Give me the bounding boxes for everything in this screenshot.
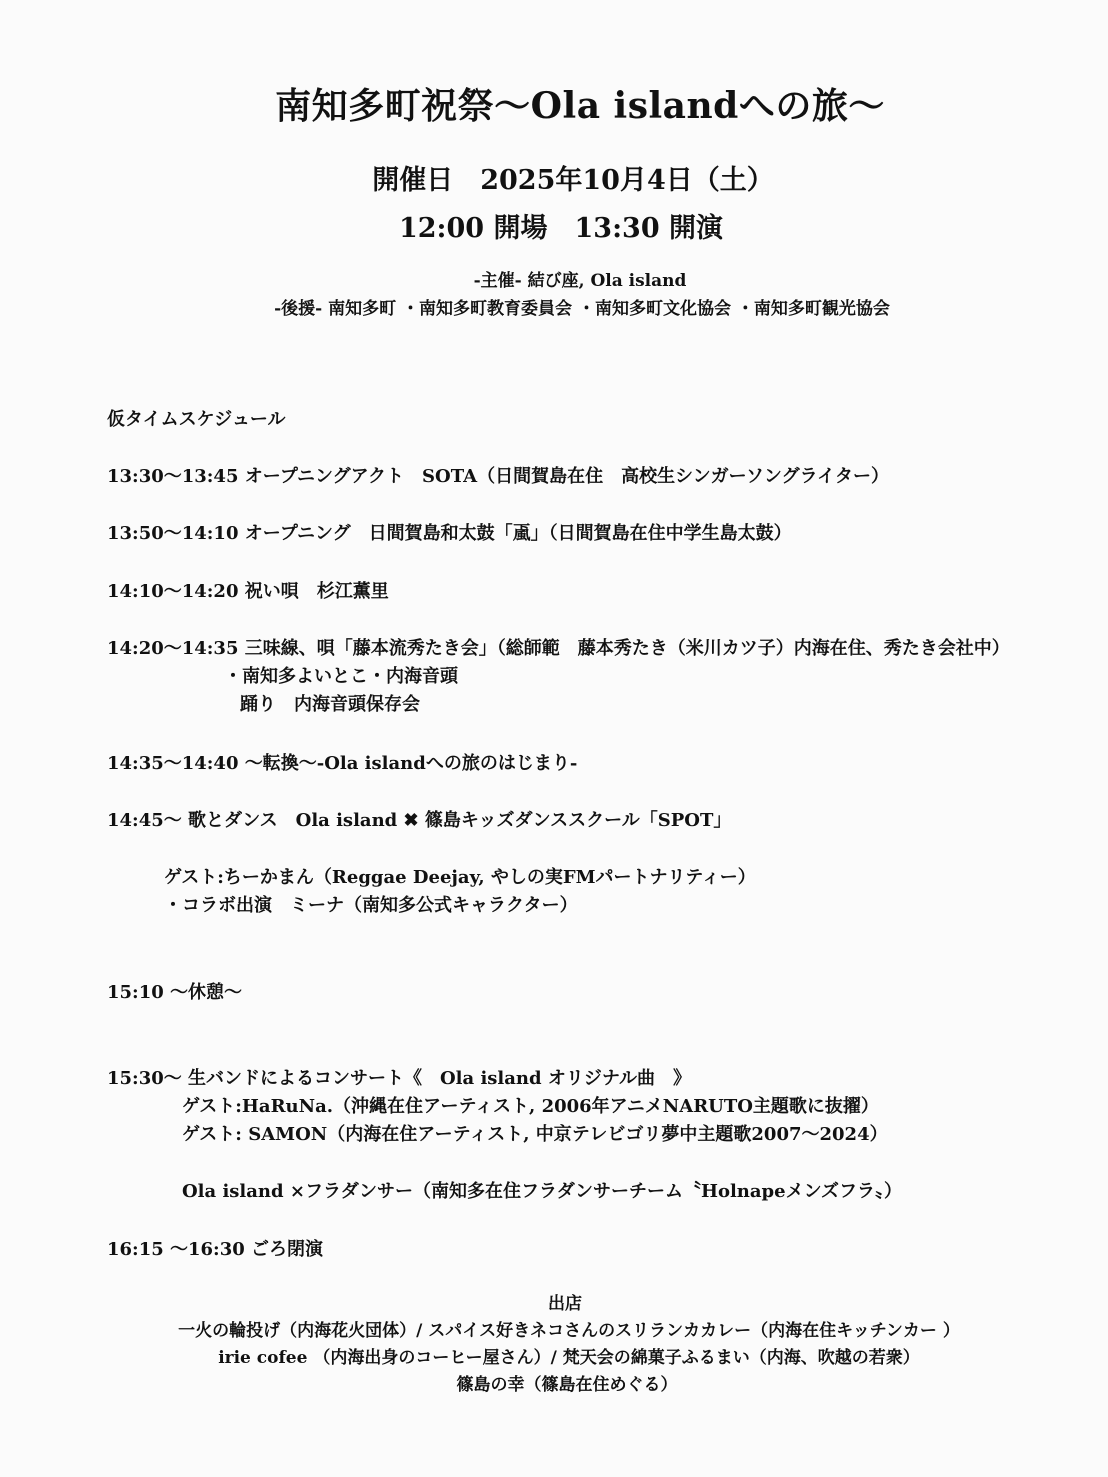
event-title: 南知多町祝祭〜Ola islandへの旅〜 bbox=[275, 85, 885, 127]
schedule-item: 16:15 〜16:30 ごろ閉演 bbox=[107, 1239, 324, 1260]
stall-item: 篠島の幸（篠島在住めぐる） bbox=[456, 1375, 678, 1395]
schedule-item: 14:35〜14:40 〜転換〜-Ola islandへの旅のはじまり- bbox=[107, 753, 578, 774]
organizer-line: -主催- 結び座, Ola island bbox=[473, 271, 687, 291]
schedule-subitem: ・コラボ出演 ミーナ（南知多公式キャラクター） bbox=[164, 895, 578, 916]
support-line: -後援- 南知多町 ・南知多町教育委員会 ・南知多町文化協会 ・南知多町観光協会 bbox=[274, 299, 890, 319]
schedule-subitem: ・南知多よいとこ・内海音頭 bbox=[224, 666, 458, 687]
schedule-item: 14:45〜 歌とダンス Ola island ✖ 篠島キッズダンススクール「SPOT」 bbox=[107, 810, 732, 831]
schedule-item: 14:20〜14:35 三味線、唄「藤本流秀たき会」（総師範 藤本秀たき（米川カツ子）内海在住、秀たき会社中） bbox=[107, 638, 1010, 659]
schedule-subitem: 踊り 内海音頭保存会 bbox=[240, 694, 420, 715]
schedule-item: 13:30〜13:45 オープニングアクト SOTA（日間賀島在住 高校生シンガーソングライター） bbox=[107, 466, 890, 487]
stall-item: 一火の輪投げ（内海花火団体）/ スパイス好きネコさんのスリランカカレー（内海在住キッチンカー ） bbox=[178, 1321, 960, 1341]
schedule-subitem: ゲスト:HaRuNa.（沖縄在住アーティスト, 2006年アニメNARUTO主題歌に抜擢） bbox=[182, 1096, 879, 1117]
schedule-subitem: ゲスト: SAMON（内海在住アーティスト, 中京テレビゴリ夢中主題歌2007〜2024） bbox=[182, 1124, 888, 1145]
stall-item: irie cofee （内海出身のコーヒー屋さん）/ 梵天会の綿菓子ふるまい（内海、吹越の若衆） bbox=[218, 1348, 920, 1368]
schedule-heading: 仮タイムスケジュール bbox=[107, 409, 286, 430]
schedule-item: 13:50〜14:10 オープニング 日間賀島和太鼓「颪」（日間賀島在住中学生島太鼓） bbox=[107, 523, 792, 544]
schedule-item: 14:10〜14:20 祝い唄 杉江薫里 bbox=[107, 581, 389, 602]
schedule-subitem: ゲスト:ちーかまん（Reggae Deejay, やしの実FMパートナリティー） bbox=[164, 867, 756, 888]
schedule-item: 15:30〜 生バンドによるコンサート《 Ola island オリジナル曲 》 bbox=[107, 1068, 691, 1089]
event-date: 開催日 2025年10月4日（土） bbox=[372, 165, 774, 196]
schedule-subitem: Ola island ×フラダンサー（南知多在住フラダンサーチーム〝Holnapeメンズフラ〟） bbox=[182, 1181, 903, 1202]
schedule-item: 15:10 〜休憩〜 bbox=[107, 982, 243, 1003]
stalls-heading: 出店 bbox=[548, 1294, 582, 1314]
event-times: 12:00 開場 13:30 開演 bbox=[398, 213, 724, 244]
